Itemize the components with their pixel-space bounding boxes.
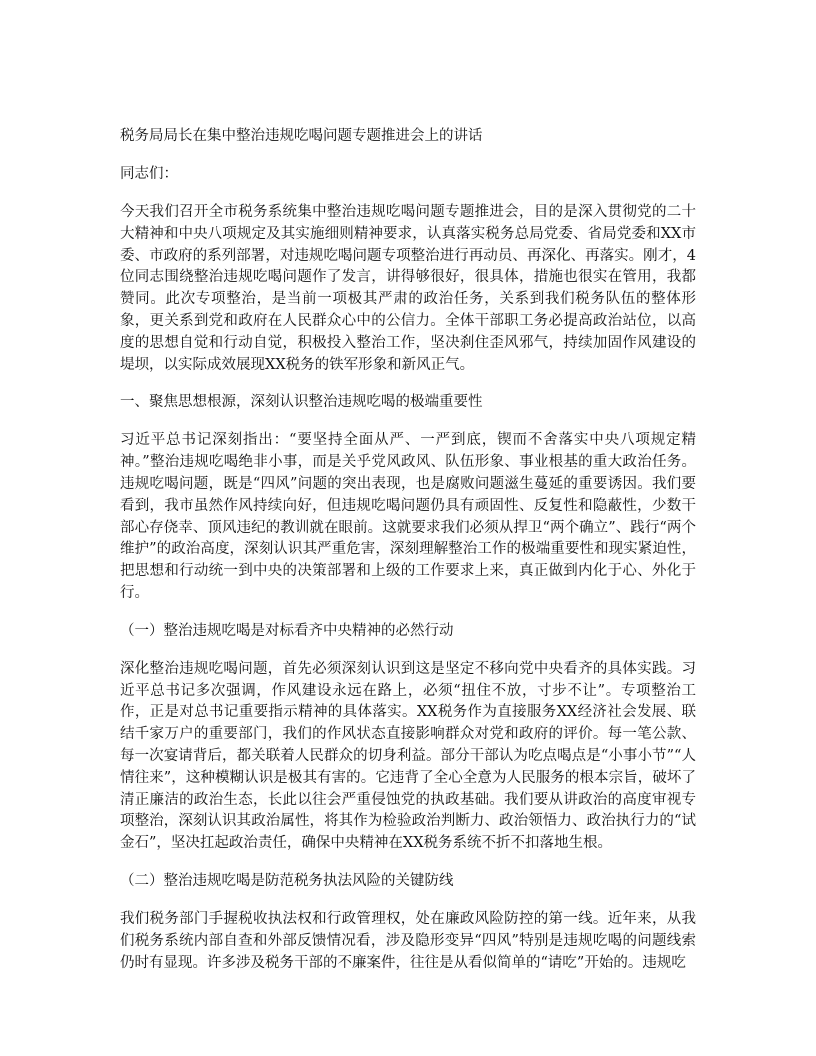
subsection-heading-1: （一）整治违规吃喝是对标看齐中央精神的必然行动 xyxy=(120,622,454,639)
document-page xyxy=(120,126,696,974)
salutation: 同志们： xyxy=(120,166,178,182)
subsection-2-paragraph: 我们税务部门手握税收执法权和行政管理权，处在廉政风险防控的第一线。近年来，从我们税务系统内部自查和外部反馈情况看，涉及隐形变异“四风”特别是违规吃喝的问题线索仍时有显现。许多涉及税务干部的不廉案件，往往是从看似简单的“请吃”开始的。违规吃 xyxy=(120,910,696,971)
section-1-paragraph: 习近平总书记深刻指出：“要坚持全面从严、一严到底，锲而不舍落实中央八项规定精神。”整治违规吃喝绝非小事，而是关乎党风政风、队伍形象、事业根基的重大政治任务。违规吃喝问题，既是“四风”问题的突出表现，也是腐败问题滋生蔓延的重要诱因。我们要看到，我市虽然作风持续向好，但违规吃喝问题仍具有顽固性、反复性和隐蔽性，少数干部心存侥幸、顶风违纪的教训就在眼前。这就要求我们必须从捍卫“两个确立”、践行“两个维护”的政治高度，深刻认识其严重危害，深刻理解整治工作的极端重要性和现实紧迫性，把思想和行动统一到中央的决策部署和上级的工作要求上来，真正做到内化于心、外化于行。 xyxy=(120,432,696,601)
subsection-1-paragraph: 深化整治违规吃喝问题，首先必须深刻认识到这是坚定不移向党中央看齐的具体实践。习近平总书记多次强调，作风建设永远在路上，必须“扭住不放，寸步不让”。专项整治工作，正是对总书记重要指示精神的具体落实。XX税务作为直接服务XX经济社会发展、联结千家万户的重要部门，我们的作风状态直接影响群众对党和政府的评价。每一笔公款、每一次宴请背后，都关联着人民群众的切身利益。部分干部认为吃点喝点是“小事小节”“人情往来”，这种模糊认识是极其有害的。它违背了全心全意为人民服务的根本宗旨，破坏了清正廉洁的政治生态，长此以往会严重侵蚀党的执政基础。我们要从讲政治的高度审视专项整治，深刻认识其政治属性，将其作为检验政治判断力、政治领悟力、政治执行力的“试金石”，坚决扛起政治责任，确保中央精神在XX税务系统不折不扣落地生根。 xyxy=(120,660,696,852)
intro-paragraph: 今天我们召开全市税务系统集中整治违规吃喝问题专题推进会，目的是深入贯彻党的二十大精神和中央八项规定及其实施细则精神要求，认真落实税务总局党委、省局党委和XX市委、市政府的系列部署，对违规吃喝问题专项整治进行再动员、再深化、再落实。刚才，4位同志围绕整治违规吃喝问题作了发言，讲得够很好，很具体，措施也很实在管用，我都赞同。此次专项整治，是当前一项极其严肃的政治任务，关系到我们税务队伍的整体形象，更关系到党和政府在人民群众心中的公信力。全体干部职工务必提高政治站位，以高度的思想自觉和行动自觉，积极投入整治工作，坚决刹住歪风邪气，持续加固作风建设的堤坝，以实际成效展现XX税务的铁军形象和新风正气。 xyxy=(120,204,696,373)
section-heading-1: 一、聚焦思想根源，深刻认识整治违规吃喝的极端重要性 xyxy=(120,394,483,411)
document-title: 税务局局长在集中整治违规吃喝问题专题推进会上的讲话 xyxy=(120,128,483,144)
subsection-heading-2: （二）整治违规吃喝是防范税务执法风险的关键防线 xyxy=(120,872,454,889)
